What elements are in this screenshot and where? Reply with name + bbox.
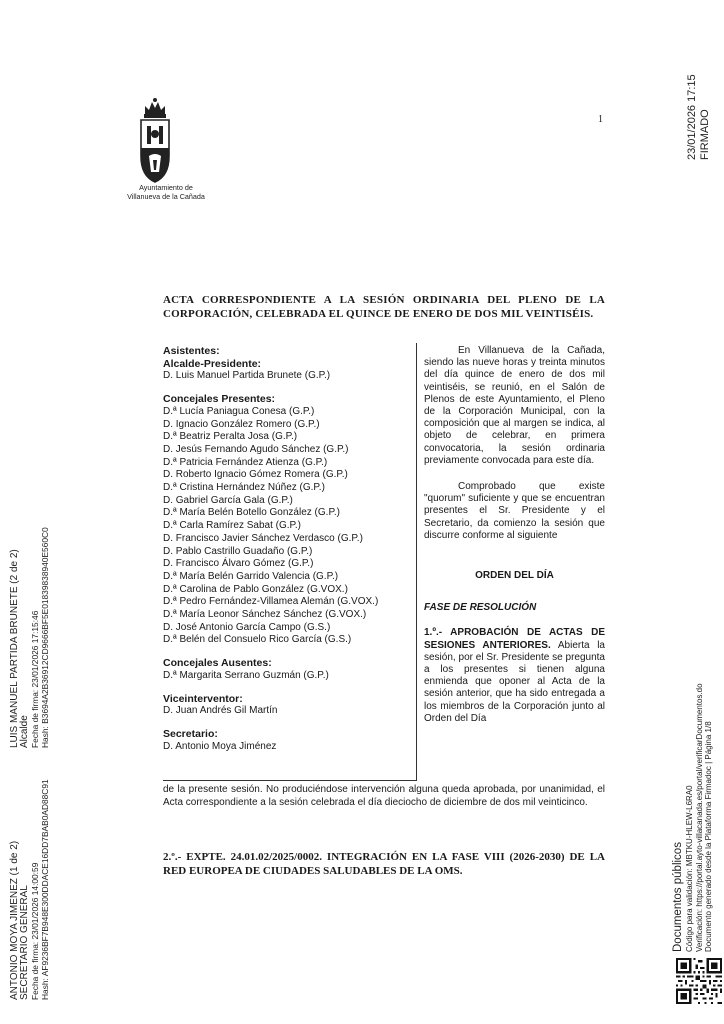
concejal-item: D. Pablo Castrillo Guadaño (G.P.) (163, 545, 313, 557)
document-title: ACTA CORRESPONDIENTE A LA SESIÓN ORDINARIA DEL PLENO DE LA CORPORACIÓN, CELEBRADA EL QUINCE DE ENERO DE DOS MIL VEINTISÉIS. (163, 294, 605, 320)
item-2-heading: 2.º.- EXPTE. 24.01.02/2025/0002. INTEGRACIÓN EN LA FASE VIII (2026-2030) DE LA RED EUROPEA DE CIUDADES SALUDABLES DE LA OMS. (163, 851, 605, 877)
item-1-continuation: de la presente sesión. No produciéndose intervención alguna queda aprobada, por unanimidad, el Acta correspondiente a la sesión celebrada el día dieciocho de diciembre de dos mil veinticinco. (163, 784, 605, 808)
concejal-item: D.ª Carolina de Pablo González (G.VOX.) (163, 583, 348, 595)
intro-paragraph: En Villanueva de la Cañada, siendo las nueve horas y treinta minutos del día quince de enero de dos mil veintiséis, se reunió, en el Salón de Plenos de este Ayuntamiento, el Pleno de la Corporación Municipal, con la composición que al margen se indica, al objeto de celebrar, en primera convocatoria, la sesión ordinaria previamente convocada para este día. (424, 345, 605, 466)
alcalde-label: Alcalde-Presidente: (163, 357, 262, 370)
viceinterventor-label: Viceinterventor: (163, 692, 243, 705)
organization-line-2: Villanueva de la Cañada (127, 192, 205, 201)
concejal-item: D.ª Cristina Hernández Núñez (G.P.) (163, 482, 325, 494)
column-divider (416, 343, 417, 780)
concejal-item: D.ª María Belén Botello González (G.P.) (163, 507, 340, 519)
coat-of-arms-logo (137, 96, 173, 188)
verification-generated: Documento generado desde la Plataforma Firmadoc | Página 1/8 (704, 721, 714, 952)
concejal-item: D.ª Patricia Fernández Atienza (G.P.) (163, 456, 328, 468)
concejales-label: Concejales Presentes: (163, 393, 276, 406)
concejal-item: D.ª María Belén Garrido Valencia (G.P.) (163, 570, 339, 582)
item-1-text: Abierta la sesión, por el Sr. Presidente se pregunta a los presentes si tienen alguna enmienda que oponer al Acta de la sesión anterior, que ha sido entregada a los miembros de la Corporación junto al Orden del Día (424, 639, 605, 724)
orden-del-dia-heading: ORDEN DEL DÍA (475, 570, 554, 582)
item-1-title: 1.º.- APROBACIÓN DE ACTAS DE SESIONES ANTERIORES. (424, 627, 605, 651)
page-number: 1 (598, 114, 603, 125)
concejal-item: D. Francisco Álvaro Gómez (G.P.) (163, 558, 314, 570)
verification-code: Código para validación: MBTKU-HLEW-L6RA0 (685, 785, 694, 952)
ausentes-label: Concejales Ausentes: (163, 657, 272, 670)
organization-line-1: Ayuntamiento de (139, 183, 193, 192)
signed-status: FIRMADO (699, 109, 711, 160)
qr-code-icon (676, 958, 722, 1004)
concejal-item: D. Jesús Fernando Agudo Sánchez (G.P.) (163, 443, 349, 455)
signer-2-name: LUIS MANUEL PARTIDA BRUNETE (2 de 2) (9, 549, 20, 748)
concejal-item: D. Francisco Javier Sánchez Verdasco (G.P.) (163, 532, 363, 544)
signed-stamp (686, 74, 712, 160)
attendance-list (163, 345, 407, 753)
concejal-item: D.ª Belén del Consuelo Rico García (G.S.) (163, 634, 352, 646)
verification-block (672, 683, 714, 952)
minutes-body (424, 345, 605, 725)
asistentes-label: Asistentes: (163, 345, 220, 357)
concejal-item: D.ª Lucía Paniagua Conesa (G.P.) (163, 405, 315, 417)
concejal-item: D. Ignacio González Romero (G.P.) (163, 418, 320, 430)
signature-block-2 (10, 527, 50, 748)
quorum-paragraph: Comprobado que existe "quorum" suficiente y que se encuentran presentes el Sr. Presidente y el Secretario, da comienzo la sesión que discurre conforme al siguiente (424, 481, 605, 541)
column-divider-bottom (163, 780, 417, 781)
concejal-item: D.ª Beatriz Peralta Josa (G.P.) (163, 431, 298, 443)
secretario-name: D. Antonio Moya Jiménez (163, 740, 277, 752)
verification-title: Documentos públicos (672, 842, 684, 952)
viceinterventor-name: D. Juan Andrés Gil Martín (163, 705, 278, 717)
concejal-item: D.ª Pedro Fernández-Villamea Alemán (G.VOX.) (163, 596, 379, 608)
item-1 (424, 627, 605, 725)
concejal-item: D. José Antonio García Campo (G.S.) (163, 621, 331, 633)
signer-2-role: Alcalde (19, 715, 30, 748)
verification-url[interactable]: Verificación: https://portal.ayto-villacanada.es/portal/verificarDocumentos.do (694, 683, 704, 952)
signer-1-hash: Hash: AF9236BF7B948E300DDACE16DD7BAB0AD88C91 (40, 779, 50, 1000)
secretario-label: Secretario: (163, 727, 218, 740)
signer-1-name: ANTONIO MOYA JIMENEZ (1 de 2) (9, 840, 20, 1000)
signed-datetime: 23/01/2026 17:15 (686, 74, 698, 160)
ausente-item: D.ª Margarita Serrano Guzmán (G.P.) (163, 669, 329, 681)
signer-2-date: Fecha de firma: 23/01/2026 17:15:46 (30, 610, 40, 748)
fase-heading: FASE DE RESOLUCIÓN (424, 602, 537, 614)
signer-1-date: Fecha de firma: 23/01/2026 14:00:59 (30, 862, 40, 1000)
signer-2-hash: Hash: B3694A2B36912CD9666BF5E01839838940E560C0 (40, 527, 50, 748)
concejal-item: D.ª Carla Ramírez Sabat (G.P.) (163, 520, 302, 532)
organization-name (118, 183, 214, 201)
concejal-item: D.ª María Leonor Sánchez Sánchez (G.VOX.) (163, 609, 367, 621)
signature-block-1 (10, 779, 50, 1000)
signer-1-role: SECRETARIO GENERAL (19, 885, 30, 1000)
concejal-item: D. Roberto Ignacio Gómez Romera (G.P.) (163, 469, 348, 481)
concejal-item: D. Gabriel García Gala (G.P.) (163, 494, 293, 506)
alcalde-name: D. Luis Manuel Partida Brunete (G.P.) (163, 370, 331, 382)
